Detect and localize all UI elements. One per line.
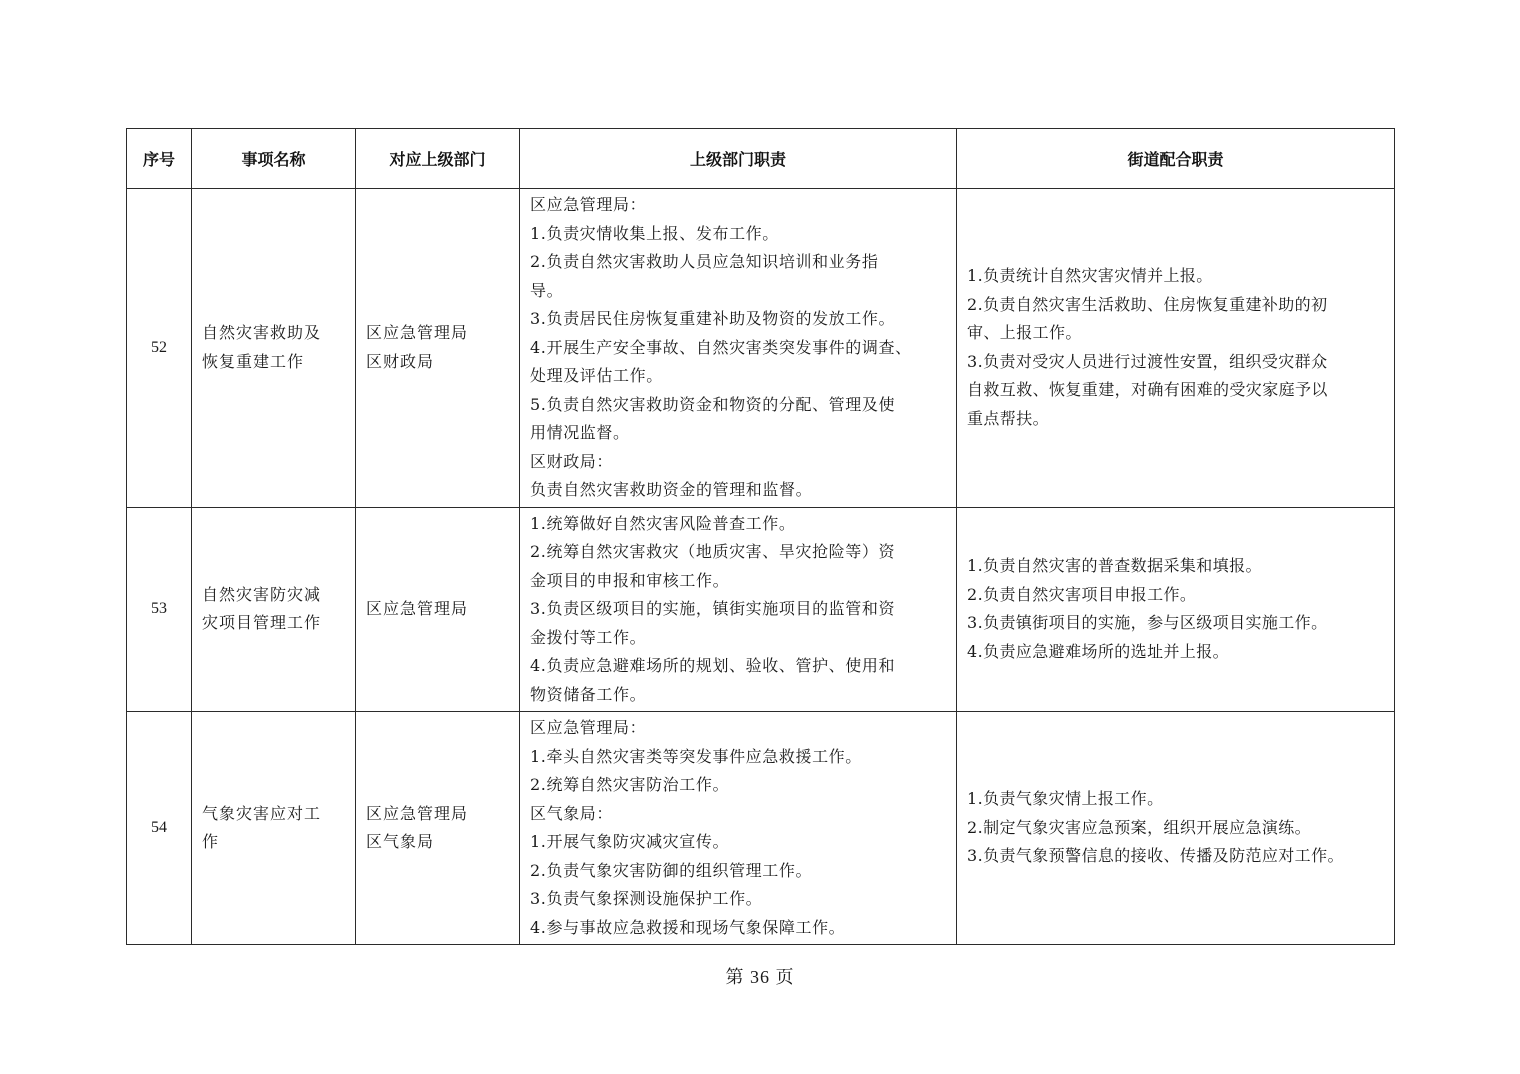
table-row [127,189,1395,508]
duty-line: 1.统筹做好自然灾害风险普查工作。 [530,513,796,533]
row-item-name [192,189,356,508]
header-upper-duties: 上级部门职责 [520,129,957,189]
duty-line: 用情况监督。 [530,423,630,442]
duty-line: 1.负责统计自然灾害灾情并上报。 [967,266,1213,286]
item-name-line: 作 [202,832,220,851]
row-seq: 53 [127,507,192,712]
page-number: 第 36 页 [725,967,795,987]
row-seq: 52 [127,189,192,508]
row-street-duties [957,712,1395,945]
table-row [127,712,1395,945]
duty-line: 1.开展气象防灾减灾宣传。 [530,832,730,851]
row-upper-duties [520,189,957,508]
row-seq: 54 [127,712,192,945]
duty-line: 处理及评估工作。 [530,366,663,385]
duty-line: 3.负责气象探测设施保护工作。 [530,889,763,908]
duty-line: 3.负责居民住房恢复重建补助及物资的发放工作。 [530,309,896,328]
duty-table [126,128,1395,945]
duty-line: 2.负责自然灾害救助人员应急知识培训和业务指 [530,252,879,271]
dept-line: 区应急管理局 [366,803,469,823]
header-item-name: 事项名称 [192,129,356,189]
duty-line: 1.负责自然灾害的普查数据采集和填报。 [967,556,1262,576]
header-street-duties: 街道配合职责 [957,129,1395,189]
duty-line: 4.参与事故应急救援和现场气象保障工作。 [530,917,846,937]
duty-line: 1.负责气象灾情上报工作。 [967,789,1164,809]
header-seq: 序号 [127,129,192,189]
duty-line: 区应急管理局： [530,195,647,214]
item-name-line: 恢复重建工作 [202,351,305,371]
item-name-line: 自然灾害防灾减 [202,584,322,604]
duty-line: 2.制定气象灾害应急预案，组织开展应急演练。 [967,817,1312,837]
row-upper-dept [356,712,520,945]
row-upper-dept [356,189,520,508]
dept-line: 区应急管理局 [366,599,469,618]
duty-line: 3.负责对受灾人员进行过渡性安置，组织受灾群众 [967,351,1328,371]
row-upper-duties [520,712,957,945]
duty-line: 4.开展生产安全事故、自然灾害类突发事件的调查、 [530,337,912,357]
duty-line: 导。 [530,280,564,300]
duty-line: 审、上报工作。 [967,323,1082,343]
table-row [127,507,1395,712]
row-upper-dept [356,507,520,712]
row-street-duties [957,189,1395,508]
duty-line: 负责自然灾害救助资金的管理和监督。 [530,480,813,499]
duty-line: 2.统筹自然灾害防治工作。 [530,775,730,794]
duty-line: 2.负责自然灾害生活救助、住房恢复重建补助的初 [967,294,1328,314]
duty-line: 3.负责区级项目的实施，镇街实施项目的监管和资 [530,599,896,618]
row-upper-duties [520,507,957,712]
duty-line: 1.牵头自然灾害类等突发事件应急救援工作。 [530,746,862,766]
dept-line: 区应急管理局 [366,323,469,343]
duty-line: 区财政局： [530,451,614,471]
duty-line: 金拨付等工作。 [530,627,647,647]
duty-line: 3.负责气象预警信息的接收、传播及防范应对工作。 [967,846,1344,866]
dept-line: 区气象局 [366,832,435,851]
row-item-name [192,507,356,712]
duty-line: 金项目的申报和审核工作。 [530,570,730,590]
item-name-line: 自然灾害救助及 [202,323,322,343]
duty-line: 2.统筹自然灾害救灾（地质灾害、旱灾抢险等）资 [530,542,896,561]
item-name-line: 气象灾害应对工 [202,803,322,823]
duty-line: 3.负责镇街项目的实施，参与区级项目实施工作。 [967,613,1328,633]
duty-line: 重点帮扶。 [967,408,1050,428]
row-street-duties [957,507,1395,712]
dept-line: 区财政局 [366,351,435,371]
duty-line: 5.负责自然灾害救助资金和物资的分配、管理及使 [530,394,896,414]
duty-line: 4.负责应急避难场所的规划、验收、管护、使用和 [530,656,896,675]
duty-line: 自救互救、恢复重建，对确有困难的受灾家庭予以 [967,380,1328,400]
duty-line: 1.负责灾情收集上报、发布工作。 [530,223,779,243]
duty-line: 区应急管理局： [530,718,647,737]
header-upper-dept: 对应上级部门 [356,129,520,189]
duty-line: 2.负责气象灾害防御的组织管理工作。 [530,860,813,880]
row-item-name [192,712,356,945]
duty-line: 2.负责自然灾害项目申报工作。 [967,584,1197,604]
item-name-line: 灾项目管理工作 [202,613,322,633]
table-header-row [127,129,1395,189]
duty-line: 物资储备工作。 [530,684,647,704]
duty-line: 区气象局： [530,803,614,823]
duty-line: 4.负责应急避难场所的选址并上报。 [967,641,1230,661]
